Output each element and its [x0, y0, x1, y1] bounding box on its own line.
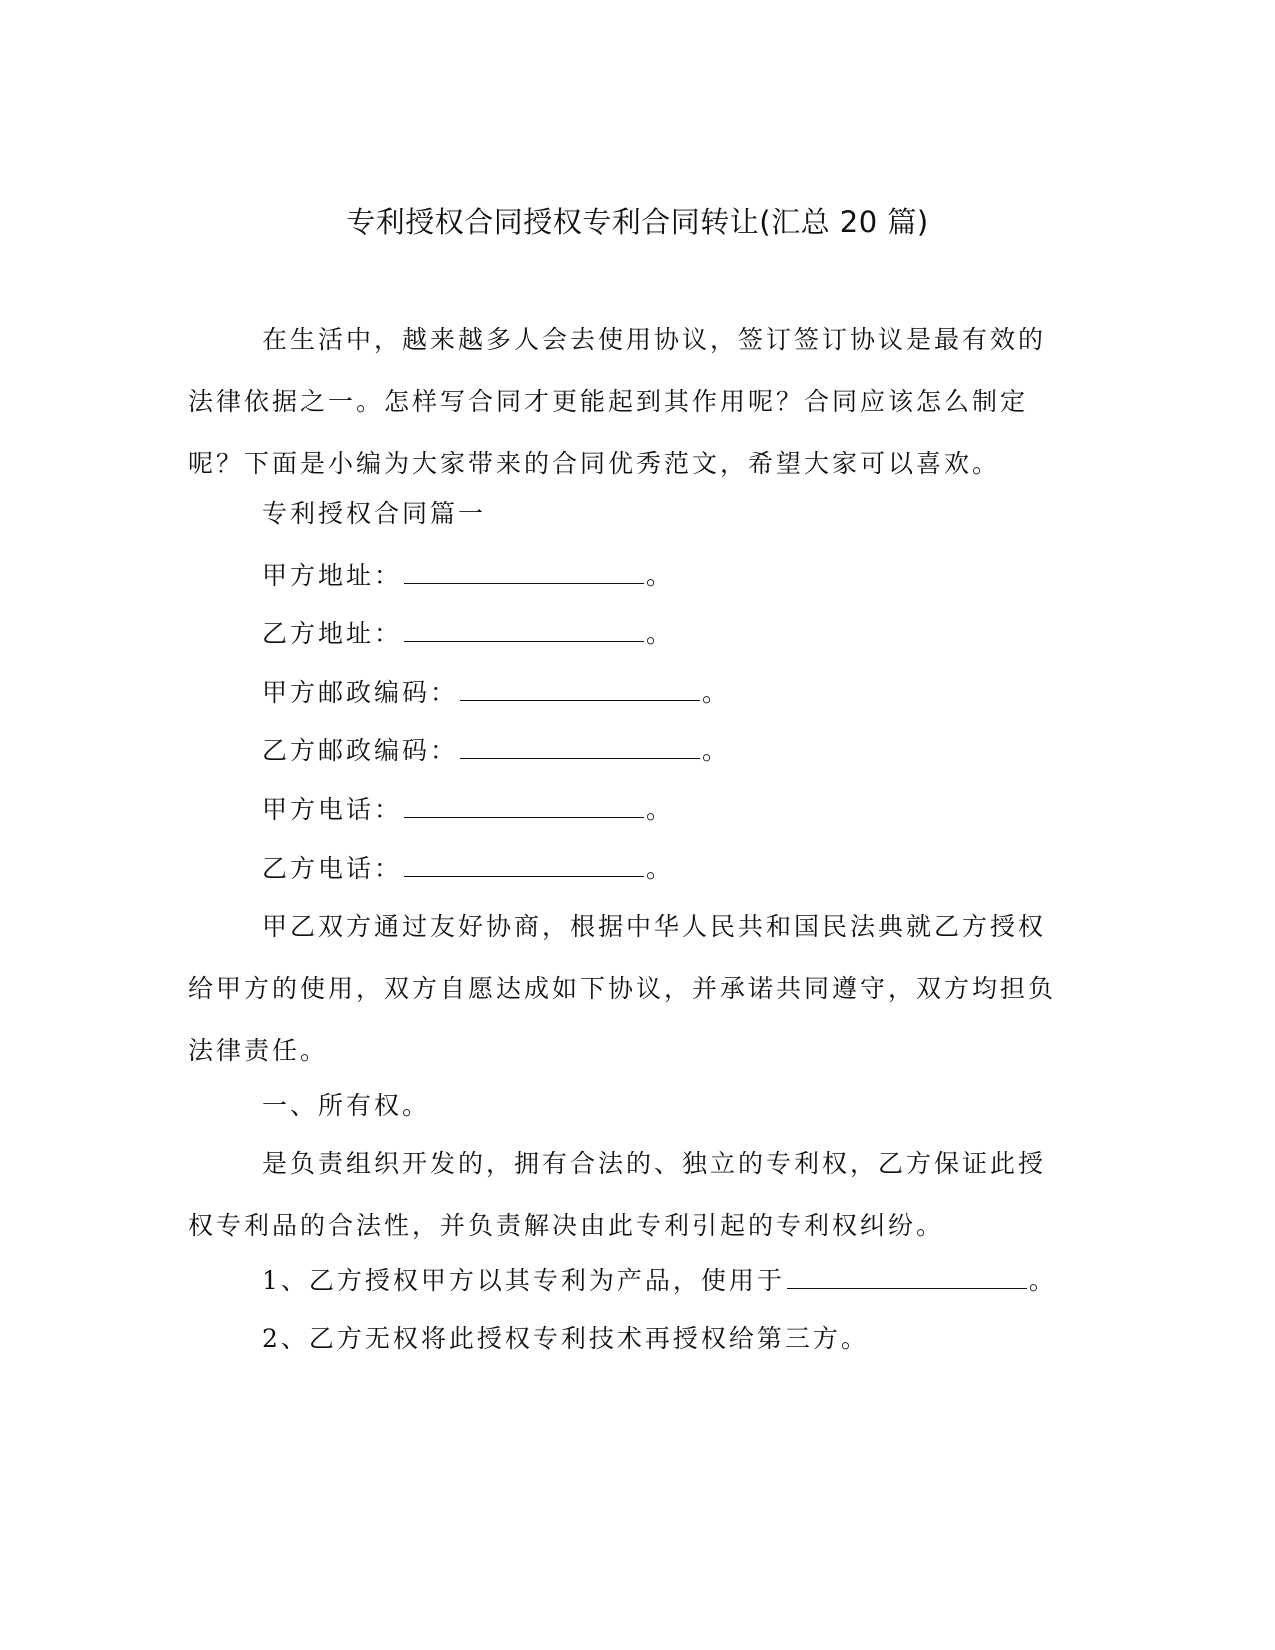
agreement-paragraph: 甲乙双方通过友好协商，根据中华人民共和国民法典就乙方授权给甲方的使用，双方自愿达成如下协议，并承诺共同遵守，双方均担负法律责任。	[188, 912, 1057, 1065]
party-b-phone-label: 乙方电话：	[262, 854, 403, 883]
party-b-phone-blank[interactable]	[404, 854, 644, 877]
intro-paragraph: 在生活中，越来越多人会去使用协议，签订签订协议是最有效的法律依据之一。怎样写合同才更能起到其作用呢？合同应该怎么制定呢？下面是小编为大家带来的合同优秀范文，希望大家可以喜欢。	[188, 325, 1047, 478]
party-a-postcode-line	[262, 662, 730, 724]
party-a-phone-label: 甲方电话：	[262, 795, 403, 824]
clause-one-heading: 一、所有权。	[262, 1091, 431, 1120]
party-a-address-line	[262, 545, 674, 607]
party-a-address-label: 甲方地址：	[262, 561, 403, 590]
period-mark: 。	[646, 854, 675, 883]
party-b-address-label: 乙方地址：	[262, 619, 403, 648]
party-a-phone-line	[262, 779, 674, 841]
period-mark: 。	[646, 619, 675, 648]
party-b-address-line	[262, 603, 674, 665]
party-b-postcode-blank[interactable]	[460, 736, 700, 759]
period-mark: 。	[702, 736, 731, 765]
period-mark: 。	[646, 795, 675, 824]
period-mark: 。	[702, 678, 731, 707]
period-mark: 。	[646, 561, 675, 590]
clause-one-paragraph: 是负责组织开发的，拥有合法的、独立的专利权，乙方保证此授权专利品的合法性，并负责解决由此专利引起的专利权纠纷。	[188, 1149, 1047, 1240]
party-b-postcode-label: 乙方邮政编码：	[262, 736, 459, 765]
party-b-phone-line	[262, 838, 674, 900]
clause-item-1	[262, 1250, 1057, 1312]
party-a-postcode-label: 甲方邮政编码：	[262, 678, 459, 707]
party-a-phone-blank[interactable]	[404, 795, 644, 818]
document-title: 专利授权合同授权专利合同转让(汇总 20 篇)	[346, 205, 929, 239]
party-b-postcode-line	[262, 720, 730, 782]
party-b-address-blank[interactable]	[404, 619, 644, 642]
clause-item-2: 2、乙方无权将此授权专利技术再授权给第三方。	[262, 1324, 869, 1353]
clause-item-1-text: 1、乙方授权甲方以其专利为产品，使用于	[262, 1266, 785, 1295]
party-a-address-blank[interactable]	[404, 561, 644, 584]
usage-blank[interactable]	[787, 1266, 1027, 1289]
section-heading: 专利授权合同篇一	[262, 499, 487, 528]
party-a-postcode-blank[interactable]	[460, 678, 700, 701]
period-mark: 。	[1028, 1266, 1057, 1295]
